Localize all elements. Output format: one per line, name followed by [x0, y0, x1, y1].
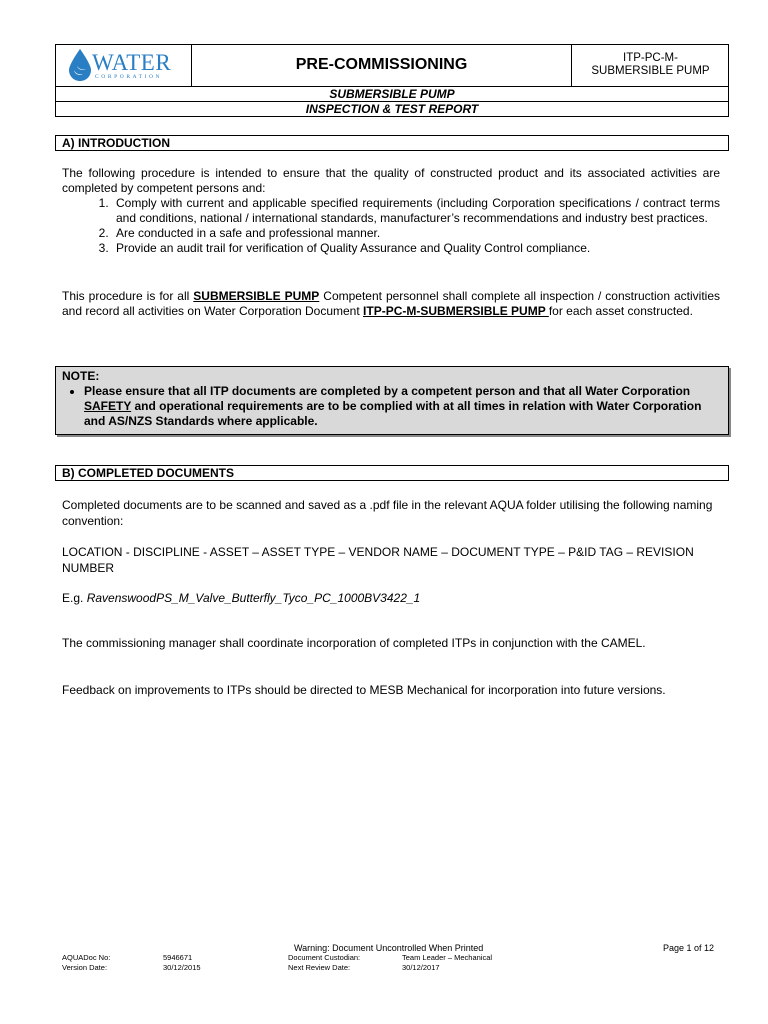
- naming-paragraph: Completed documents are to be scanned and saved as a .pdf file in the relevant AQUA folder utilising the following naming convention:: [62, 498, 713, 528]
- note-safety: SAFETY: [84, 399, 132, 413]
- note-text: Please ensure that all ITP documents are completed by a competent person and that all Water Corporation: [84, 384, 691, 398]
- water-drop-icon: [67, 48, 93, 82]
- subtitle-2: INSPECTION & TEST REPORT: [305, 101, 479, 116]
- subtitle-1: SUBMERSIBLE PUMP: [329, 86, 455, 101]
- scope-document: ITP-PC-M-SUBMERSIBLE PUMP: [363, 304, 549, 318]
- section-b-heading: B) COMPLETED DOCUMENTS: [55, 465, 729, 481]
- section-a-intro: [62, 166, 720, 256]
- example-label: E.g.: [62, 591, 87, 605]
- doc-code-cell: [572, 44, 729, 86]
- naming-convention: LOCATION - DISCIPLINE - ASSET – ASSET TYPE – VENDOR NAME – DOCUMENT TYPE – P&ID TAG – REVISION NUMBER: [62, 545, 694, 575]
- feedback-paragraph: Feedback on improvements to ITPs should be directed to MESB Mechanical for incorporation into future versions.: [62, 683, 666, 697]
- aqua-label: AQUADoc No:: [62, 953, 111, 962]
- note-item: [84, 384, 722, 429]
- uncontrolled-warning: Warning: Document Uncontrolled When Printed: [294, 943, 484, 953]
- list-item: 3. Provide an audit trail for verification of Quality Assurance and Quality Control compliance.: [112, 241, 720, 256]
- list-item: 1. Comply with current and applicable specified requirements (including Corporation specifications / contract terms and conditions, national / international standards, manufacturer’s recommendations and industry best practices.: [112, 196, 720, 226]
- version-label: Version Date:: [62, 963, 108, 972]
- section-a-heading: A) INTRODUCTION: [55, 135, 729, 151]
- naming-example: [62, 590, 720, 606]
- note-label: NOTE:: [62, 369, 100, 383]
- custodian-value: Team Leader – Mechanical: [402, 953, 493, 962]
- review-label: Next Review Date:: [288, 963, 351, 972]
- logo-subtext: CORPORATION: [95, 74, 163, 80]
- requirements-list: [62, 196, 720, 256]
- camel-paragraph: The commissioning manager shall coordinate incorporation of completed ITPs in conjunction with the CAMEL.: [62, 636, 646, 650]
- page-title: PRE-COMMISSIONING: [192, 44, 572, 86]
- scope-asset: SUBMERSIBLE PUMP: [193, 289, 320, 303]
- logo-cell: [55, 44, 192, 86]
- page-number: Page 1 of 12: [663, 943, 715, 953]
- note-text: and operational requirements are to be complied with at all times in relation with Water Corporation and AS/NZS Standards where applicable.: [84, 399, 702, 428]
- logo-text: WATER: [92, 50, 172, 75]
- review-value: 30/12/2017: [402, 963, 440, 972]
- scope-paragraph: [62, 289, 720, 319]
- scope-text: Competent personnel shall complete all inspection / construction activities and record all activities on Water Corporation Document: [62, 289, 720, 318]
- doc-code-line1: ITP-PC-M-: [623, 52, 678, 64]
- note-box: [55, 366, 729, 435]
- custodian-label: Document Custodian:: [288, 953, 361, 962]
- example-value: RavenswoodPS_M_Valve_Butterfly_Tyco_PC_1000BV3422_1: [86, 591, 421, 605]
- version-value: 30/12/2015: [163, 963, 201, 972]
- note-list: [62, 384, 722, 429]
- intro-paragraph: The following procedure is intended to ensure that the quality of constructed product and its associated activities are completed by competent persons and:: [62, 166, 720, 195]
- doc-code-line2: SUBMERSIBLE PUMP: [591, 65, 710, 77]
- list-item: 2. Are conducted in a safe and professional manner.: [112, 226, 720, 241]
- aqua-value: 5946671: [163, 953, 193, 962]
- scope-text: This procedure is for all: [62, 289, 194, 303]
- scope-text: for each asset constructed.: [548, 304, 693, 318]
